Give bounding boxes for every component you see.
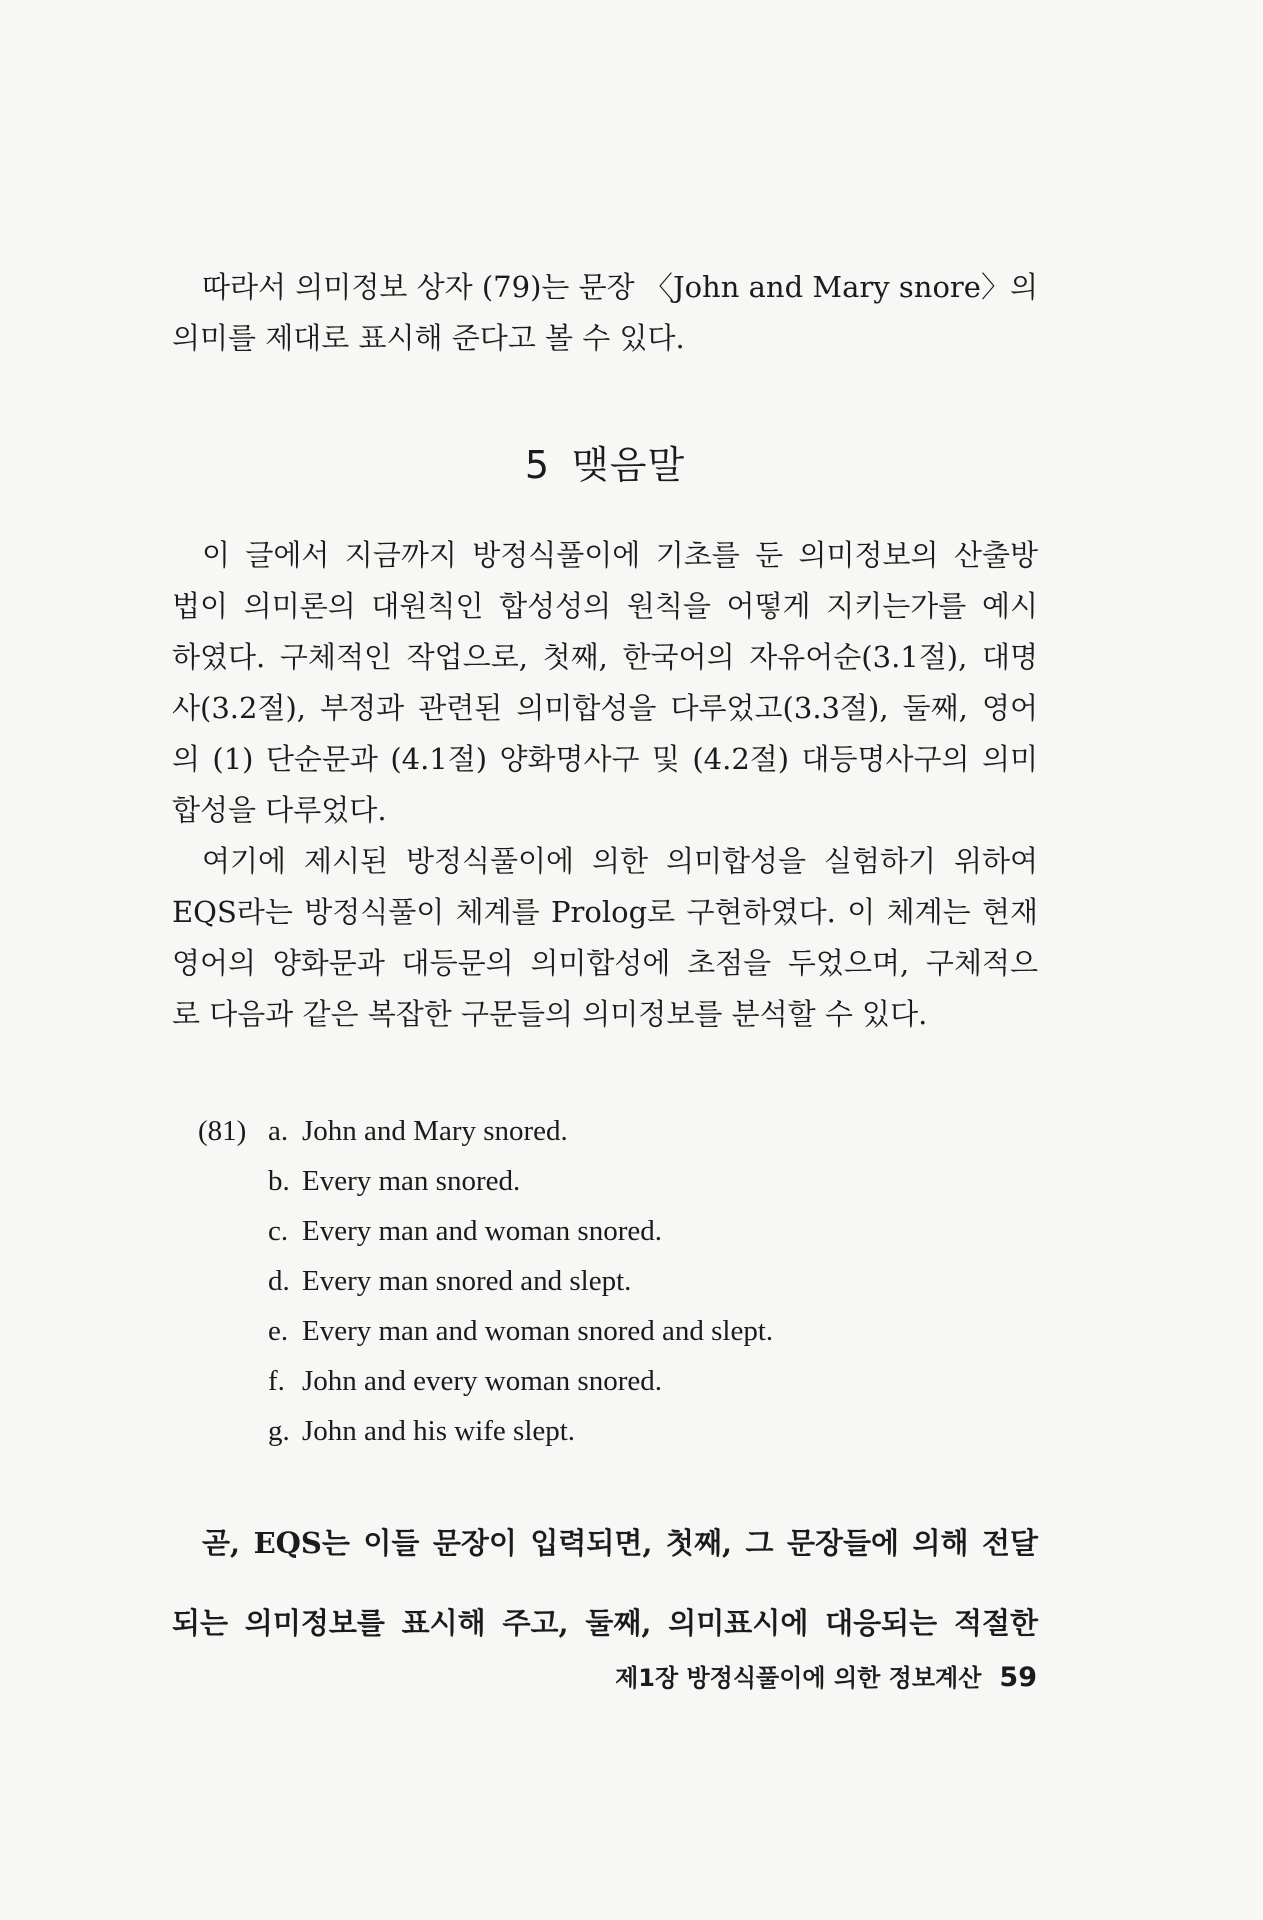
section-title: 맺음말 bbox=[572, 443, 686, 487]
example-item bbox=[198, 1106, 1038, 1156]
example-letter: g. bbox=[268, 1414, 290, 1447]
example-item bbox=[198, 1156, 1038, 1206]
example-list-81 bbox=[198, 1106, 1038, 1456]
summary-line-6: 합성을 다루었다. bbox=[172, 793, 387, 827]
eqs-line-1: 여기에 제시된 방정식풀이에 의한 의미합성을 실험하기 위하여 bbox=[202, 844, 1038, 878]
example-item bbox=[198, 1206, 1038, 1256]
eqs-line-3: 영어의 양화문과 대등문의 의미합성에 초점을 두었으며, 구체적으 bbox=[172, 946, 1038, 980]
example-item bbox=[198, 1256, 1038, 1306]
eqs-line-4: 로 다음과 같은 복잡한 구문들의 의미정보를 분석할 수 있다. bbox=[172, 997, 928, 1031]
intro-line-1: 따라서 의미정보 상자 (79)는 문장 〈John and Mary snore〉의 bbox=[202, 270, 1038, 304]
running-head: 제1장 방정식풀이에 의한 정보계산 bbox=[615, 1664, 982, 1692]
closing-paragraph bbox=[172, 1518, 1038, 1649]
summary-paragraph bbox=[172, 530, 1038, 836]
example-item bbox=[198, 1406, 1038, 1456]
example-sentence: Every man and woman snored and slept. bbox=[302, 1314, 774, 1347]
example-sentence: John and Mary snored. bbox=[302, 1114, 568, 1147]
example-sentence: Every man snored. bbox=[302, 1164, 521, 1197]
example-letter: d. bbox=[268, 1264, 290, 1297]
closing-line-2: 되는 의미정보를 표시해 주고, 둘째, 의미표시에 대응되는 적절한 bbox=[172, 1606, 1038, 1640]
summary-line-2: 법이 의미론의 대원칙인 합성성의 원칙을 어떻게 지키는가를 예시 bbox=[172, 589, 1038, 623]
page-footer bbox=[615, 1658, 1037, 1693]
example-letter: f. bbox=[268, 1364, 285, 1397]
section-heading bbox=[172, 440, 1038, 490]
summary-line-4: 사(3.2절), 부정과 관련된 의미합성을 다루었고(3.3절), 둘째, 영어 bbox=[172, 691, 1038, 725]
summary-line-3: 하였다. 구체적인 작업으로, 첫째, 한국어의 자유어순(3.1절), 대명 bbox=[172, 640, 1038, 674]
eqs-paragraph bbox=[172, 836, 1038, 1040]
section-number: 5 bbox=[524, 443, 551, 487]
page-content bbox=[172, 262, 1038, 1678]
example-number: (81) bbox=[198, 1114, 247, 1147]
intro-paragraph bbox=[172, 262, 1038, 364]
example-letter: b. bbox=[268, 1164, 290, 1197]
example-sentence: Every man snored and slept. bbox=[302, 1264, 632, 1297]
intro-line-2: 의미를 제대로 표시해 준다고 볼 수 있다. bbox=[172, 321, 685, 355]
example-letter: a. bbox=[268, 1114, 289, 1147]
example-item bbox=[198, 1306, 1038, 1356]
example-letter: e. bbox=[268, 1314, 289, 1347]
eqs-line-2: EQS라는 방정식풀이 체계를 Prolog로 구현하였다. 이 체계는 현재 bbox=[172, 895, 1038, 929]
closing-line-1: 곧, EQS는 이들 문장이 입력되면, 첫째, 그 문장들에 의해 전달 bbox=[202, 1526, 1038, 1560]
example-sentence: John and his wife slept. bbox=[302, 1414, 576, 1447]
summary-line-1: 이 글에서 지금까지 방정식풀이에 기초를 둔 의미정보의 산출방 bbox=[202, 538, 1038, 572]
summary-line-5: 의 (1) 단순문과 (4.1절) 양화명사구 및 (4.2절) 대등명사구의 의미 bbox=[172, 742, 1038, 776]
example-sentence: John and every woman snored. bbox=[302, 1364, 662, 1397]
example-sentence: Every man and woman snored. bbox=[302, 1214, 662, 1247]
page-number: 59 bbox=[999, 1662, 1037, 1693]
example-item bbox=[198, 1356, 1038, 1406]
example-letter: c. bbox=[268, 1214, 289, 1247]
